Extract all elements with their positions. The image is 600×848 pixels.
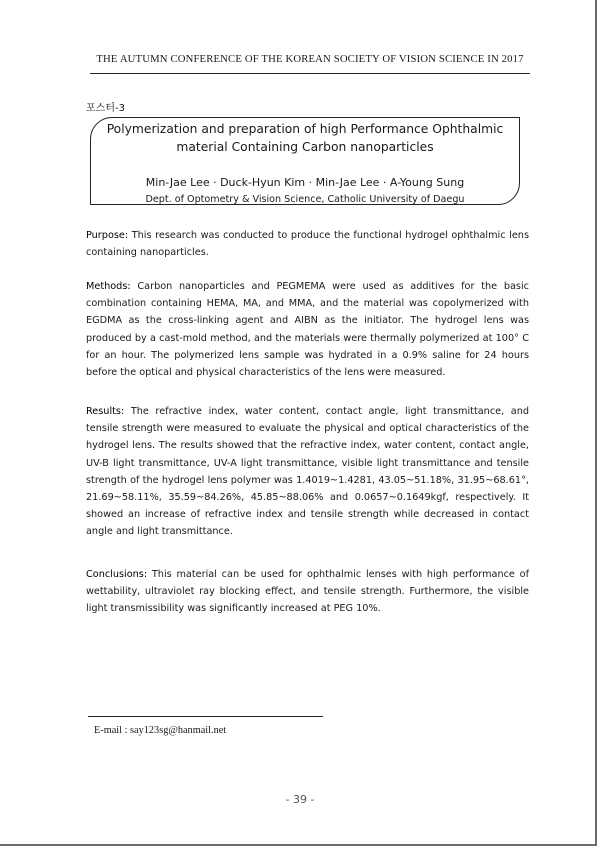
email-footnote: E-mail : say123sg@hanmail.net [94, 725, 227, 736]
purpose-text: This research was conducted to produce the functional hydrogel ophthalmic lens containing nanoparticles. [86, 230, 529, 259]
results-text: The refractive index, water content, contact angle, light transmittance, and tensile strength were measured to evaluate the physical and optical characteristics of the hydrogel lens. The results showed that the refractive index, water content, contact angle, UV-B light transmittance, UV-A light transmittance, visible light transmittance and tensile strength of the hydrogel lens polymer was 1.4019~1.4281, 43.05~51.18%, 31.95~68.61°, 21.69~58.11%, 35.59~84.26%, 45.85~88.06% and 0.0657~0.1649kgf, respectively. It showed an increase of refractive index and tensile strength while decreased in contact angle and light transmittance. [86, 406, 529, 538]
results-label: Results: [86, 406, 125, 417]
footnote-rule [88, 716, 323, 717]
affiliation: Dept. of Optometry & Vision Science, Catholic University of Daegu [145, 194, 465, 205]
authors: Min-Jae Lee · Duck-Hyun Kim · Min-Jae Lee · A-Young Sung [145, 176, 465, 189]
conclusions-label: Conclusions: [86, 569, 148, 580]
page-number: - 39 - [285, 793, 315, 806]
purpose-label: Purpose: [86, 230, 129, 241]
title-line-2: material Containing Carbon nanoparticles [176, 140, 434, 154]
header-rule [90, 73, 530, 74]
conclusions-section [86, 566, 529, 618]
methods-text: Carbon nanoparticles and PEGMEMA were used as additives for the basic combination containing HEMA, MA, and MMA, and the material was copolymerized with EGDMA as the cross-linking agent and AIBN as the initiator. The hydrogel lens was produced by a cast-mold method, and the materials were thermally polymerized at 100° C for an hour. The polymerized lens sample was hydrated in a 0.9% saline for 24 hours before the optical and physical characteristics of the lens were measured. [86, 281, 529, 379]
results-section [86, 403, 529, 541]
purpose-section [86, 227, 529, 261]
conclusions-text: This material can be used for ophthalmic lenses with high performance of wettability, ultraviolet ray blocking effect, and tensile strength. Furthermore, the visible light transmissibility was significantly increased at PEG 10%. [86, 569, 529, 615]
title-line-1: Polymerization and preparation of high Performance Ophthalmic [106, 122, 504, 136]
methods-label: Methods: [86, 281, 131, 292]
running-head: THE AUTUMN CONFERENCE OF THE KOREAN SOCIETY OF VISION SCIENCE IN 2017 [96, 53, 524, 65]
poster-id: 포스터-3 [86, 103, 125, 114]
methods-section [86, 278, 529, 381]
